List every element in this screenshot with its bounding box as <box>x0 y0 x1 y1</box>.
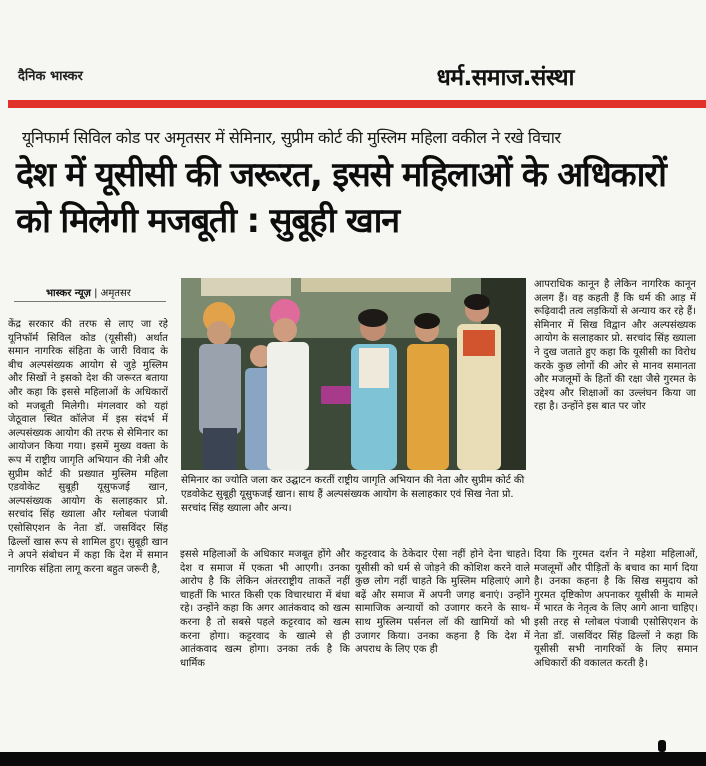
article-column-bottom-3: दिया कि गुरमत दर्शन ने महेशा महिलाओं, मजलूमों और पीड़ितों के बचाव का मार्ग दिया है। उनका कहना है कि सिख समुदाय को गुरमत दृष्टिकोण अपनाकर यूसीसी के मामले में भारत के नेतृत्व के लिए आगे आना चाहिए। इसी तरह से ग्लोबल पंजाबी एसोसिएशन के नेता डॉ. जसविंदर सिंह ढिल्लों ने कहा कि यूसीसी सभी नागरिकों के लिए समान अधिकारों की वकालत करती है। <box>534 549 698 669</box>
page-edge-mark <box>658 740 666 752</box>
article-column-left: केंद्र सरकार की तरफ से लाए जा रहे यूनिफॉर्म सिविल कोड (यूसीसी) अर्थात समान नागरिक संहिता के जारी विवाद के बीच अल्पसंख्यक आयोग से जुड़े मुस्लिम और सिखों ने इसको देश की जरूरत बताया और कहा कि इससे महिलाओं के अधिकारों को मजबूती मिलेगी। मंगलवार को यहां जेठूवाल स्थित कॉलेज में इस संदर्भ में अल्पसंख्यक आयोग की तरफ से सेमिनार का आयोजन किया गया। इसमें मुख्य वक्ता के रूप में राष्ट्रीय जागृति अभियान की नेत्री और सुप्रीम कोर्ट की प्रख्यात मुस्लिम महिला एडवोकेट सुबूही यूसुफजई खान, अल्पसंख्यक आयोग के सलाहकार प्रो. सरचांद सिंह ख्याला और ग्लोबल पंजाबी एसोसिएशन के नेता डॉ. जसविंदर सिंह ढिल्लों खास रूप से शामिल हुए। सुबूही खान ने अपने संबोधन में कहा कि देश में समान नागरिक संहिता लागू करना बहुत जरूरी है, <box>8 319 168 575</box>
event-photo <box>181 278 526 470</box>
article-column-bottom-1: इससे महिलाओं के अधिकार मजबूत होंगे और देश व समाज में एकता भी आएगी। उनका आरोप है कि लेकिन अंतरराष्ट्रीय ताकतें नहीं चाहतीं कि भारत किसी एक विचारधारा में बंधा रहे। उन्होंने कहा कि अगर आतंकवाद को खत्म करना है तो सबसे पहले कट्टरवाद को खत्म करना होगा। कट्टरवाद के खात्मे से ही आतंकवाद खत्म होगा। उनका तर्क है कि धार्मिक <box>180 549 350 669</box>
byline-divider <box>14 301 166 302</box>
section-rule <box>8 100 706 108</box>
article-column-bottom-2: कट्टरवाद के ठेकेदार ऐसा नहीं होने देना चाहते। यूसीसी को धर्म से जोड़ने की कोशिश करने वाले कुछ लोग नहीं चाहते कि मुस्लिम महिलाएं आगे बढ़ें और समाज में अपनी जगह बनाएं। उन्होंने सामाजिक अन्यायों को उजागर करने के साथ-साथ मुस्लिम पर्सनल लॉ की खामियों को भी उजागर किया। उनका कहना है कि देश में अपराध के लिए एक ही <box>355 549 530 656</box>
photo-caption: सेमिनार का ज्योति जला कर उद्घाटन करतीं राष्ट्रीय जागृति अभियान की नेता और सुप्रीम कोर्ट की एडवोकेट सुबूही यूसुफजई खान। साथ हैं अल्पसंख्यक आयोग के सलाहकार एवं सिख नेता प्रो. सरचांद सिंह ख्याला और अन्य। <box>181 475 525 514</box>
article-column-right-top: आपराधिक कानून है लेकिन नागरिक कानून अलग हैं। वह कहती हैं कि धर्म की आड़ में रूढ़िवादी तत्व लड़कियों से अन्याय कर रहे हैं। सेमिनार में सिख विद्वान और अल्पसंख्यक आयोग के सलाहकार प्रो. सरचांद सिंह ख्याला ने दुख जताते हुए कहा कि यूसीसी का विरोध करके कुछ लोगों की ओर से मानव समानता और मजलूमों के हितों की रक्षा जैसे गुरमत के उद्देश्य और शिक्षाओं का उल्लंघन किया जा रहा है। उन्होंने इस बात पर जोर <box>534 279 696 413</box>
section-title: धर्म.समाज.संस्था <box>436 65 574 91</box>
story-headline: देश में यूसीसी की जरूरत, इससे महिलाओं के अधिकारों को मिलेगी मजबूती : सुबूही खान <box>16 155 666 241</box>
byline-city: | अमृतसर <box>94 288 131 299</box>
newspaper-brand: दैनिक भास्कर <box>18 69 83 84</box>
byline-source: भास्कर न्यूज़ <box>46 288 91 299</box>
story-kicker: यूनिफार्म सिविल कोड पर अमृतसर में सेमिनार, सुप्रीम कोर्ट की मुस्लिम महिला वकील ने रखे विचार <box>22 128 561 147</box>
event-photo-illustration <box>181 278 526 470</box>
bottom-border <box>0 752 706 766</box>
byline <box>46 285 131 299</box>
